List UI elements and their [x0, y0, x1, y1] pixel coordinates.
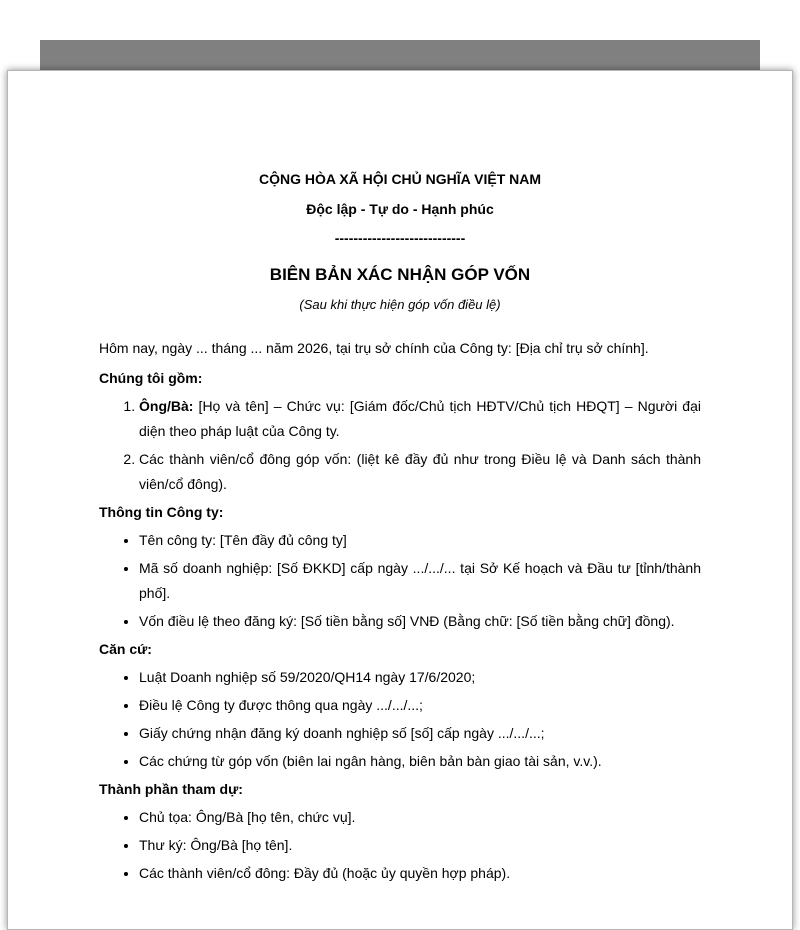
list-item: • Giấy chứng nhận đăng ký doanh nghiệp số [số] cấp ngày .../.../...;: [139, 721, 701, 746]
viewer-top-bar: [40, 40, 760, 70]
national-header: [99, 171, 701, 247]
section-heading: Thành phần tham dự:: [99, 781, 243, 797]
document-subtitle: (Sau khi thực hiện góp vốn điều lệ): [299, 297, 501, 312]
bullet-list: [99, 528, 701, 634]
document-body: [99, 336, 701, 886]
header-separator: ----------------------------: [334, 230, 466, 246]
list-item: • Mã số doanh nghiệp: [Số ĐKKD] cấp ngày .../.../... tại Sở Kế hoạch và Đầu tư [tỉnh/thành phố].: [139, 556, 701, 606]
list-item: • Các thành viên/cổ đông: Đầy đủ (hoặc ủy quyền hợp pháp).: [139, 861, 701, 886]
section-heading: Thông tin Công ty:: [99, 504, 224, 520]
list-item: • Thư ký: Ông/Bà [họ tên].: [139, 833, 701, 858]
intro-paragraph: Hôm nay, ngày ... tháng ... năm 2026, tại trụ sở chính của Công ty: [Địa chỉ trụ sở chính].: [99, 340, 649, 356]
national-motto-line2: Độc lập - Tự do - Hạnh phúc: [306, 201, 494, 217]
document-title: BIÊN BẢN XÁC NHẬN GÓP VỐN: [269, 265, 531, 284]
list-item: • Các chứng từ góp vốn (biên lai ngân hàng, biên bản bàn giao tài sản, v.v.).: [139, 749, 701, 774]
list-item: • Luật Doanh nghiệp số 59/2020/QH14 ngày 17/6/2020;: [139, 665, 701, 690]
list-item: 1. Ông/Bà: [Họ và tên] – Chức vụ: [Giám đốc/Chủ tịch HĐTV/Chủ tịch HĐQT] – Người đại diện theo pháp luật của Công ty.: [139, 394, 701, 444]
section-heading: Căn cứ:: [99, 641, 152, 657]
document-sections: [99, 366, 701, 886]
list-item: • Vốn điều lệ theo đăng ký: [Số tiền bằng số] VNĐ (Bằng chữ: [Số tiền bằng chữ] đồng).: [139, 609, 701, 634]
list-item: • Điều lệ Công ty được thông qua ngày .../.../...;: [139, 693, 701, 718]
ordered-list: [99, 394, 701, 497]
list-item: 2. Các thành viên/cổ đông góp vốn: (liệt kê đầy đủ như trong Điều lệ và Danh sách thành viên/cổ đông).: [139, 447, 701, 497]
bullet-list: [99, 805, 701, 886]
list-item: • Tên công ty: [Tên đầy đủ công ty]: [139, 528, 701, 553]
list-item: • Chủ tọa: Ông/Bà [họ tên, chức vụ].: [139, 805, 701, 830]
section-heading: Chúng tôi gồm:: [99, 370, 203, 386]
document-page: [7, 70, 793, 930]
bullet-list: [99, 665, 701, 774]
list-item-bold-lead: Ông/Bà:: [139, 398, 194, 414]
national-motto-line1: CỘNG HÒA XÃ HỘI CHỦ NGHĨA VIỆT NAM: [258, 171, 542, 187]
